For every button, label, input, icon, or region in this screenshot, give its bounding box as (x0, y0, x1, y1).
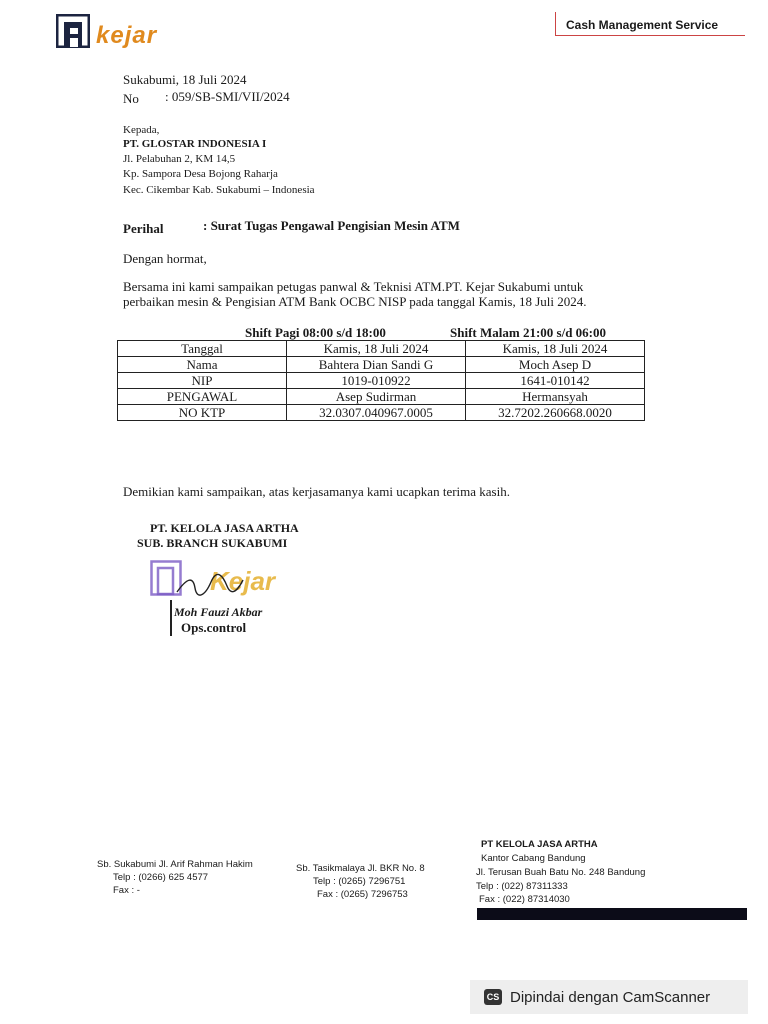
body-line-2: perbaikan mesin & Pengisian ATM Bank OCBC NISP pada tanggal Kamis, 18 Juli 2024. (123, 294, 587, 309)
malam-cell: 32.7202.260668.0020 (466, 405, 645, 421)
number-label: No (123, 91, 139, 106)
footer-tasik-telp: Telp : (0265) 7296751 (313, 876, 406, 887)
to-label: Kepada, (123, 124, 160, 136)
signatory-company: PT. KELOLA JASA ARTHA (150, 521, 299, 535)
signature-line (170, 600, 172, 636)
malam-cell: 1641-010142 (466, 373, 645, 389)
camscanner-icon: CS (484, 989, 502, 1005)
footer-bandung-fax: Fax : (022) 87314030 (479, 894, 570, 905)
signatory-name: Moh Fauzi Akbar (174, 605, 263, 619)
recipient-address-3: Kec. Cikembar Kab. Sukabumi – Indonesia (123, 184, 315, 196)
table-row (118, 341, 645, 357)
footer-tasik-fax: Fax : (0265) 7296753 (317, 889, 408, 900)
footer-bandung-address: Jl. Terusan Buah Batu No. 248 Bandung (476, 867, 646, 878)
recipient-name: PT. GLOSTAR INDONESIA I (123, 138, 267, 150)
place-date: Sukabumi, 18 Juli 2024 (123, 72, 247, 87)
signatory-role: Ops.control (181, 620, 247, 635)
footer-sukabumi-fax: Fax : - (113, 885, 140, 896)
greeting: Dengan hormat, (123, 251, 207, 266)
shift-malam-header: Shift Malam 21:00 s/d 06:00 (450, 325, 606, 340)
closing-text: Demikian kami sampaikan, atas kerjasamanya kami ucapkan terima kasih. (123, 484, 510, 499)
footer-bandung-telp: Telp : (022) 87311333 (476, 881, 568, 892)
subject-value: : Surat Tugas Pengawal Pengisian Mesin ATM (203, 218, 460, 233)
table-row (118, 405, 645, 421)
table-row (118, 373, 645, 389)
malam-cell: Hermansyah (466, 389, 645, 405)
footer-company-title: PT KELOLA JASA ARTHA (481, 839, 598, 850)
camscanner-label: Dipindai dengan CamScanner (510, 988, 711, 1006)
handwritten-signature (175, 570, 245, 605)
body-line-1: Bersama ini kami sampaikan petugas panwal & Teknisi ATM.PT. Kejar Sukabumi untuk (123, 279, 584, 294)
row-label: NO KTP (118, 405, 287, 421)
pagi-cell: Bahtera Dian Sandi G (287, 357, 466, 373)
malam-cell: Moch Asep D (466, 357, 645, 373)
pagi-cell: Kamis, 18 Juli 2024 (287, 341, 466, 357)
pagi-cell: 1019-010922 (287, 373, 466, 389)
footer-tasik-address: Sb. Tasikmalaya Jl. BKR No. 8 (296, 863, 425, 874)
subject-label: Perihal (123, 221, 164, 236)
malam-cell: Kamis, 18 Juli 2024 (466, 341, 645, 357)
row-label: PENGAWAL (118, 389, 287, 405)
stamp-text: Kejar (210, 566, 276, 596)
table-row (118, 357, 645, 373)
signatory-branch: SUB. BRANCH SUKABUMI (137, 536, 288, 550)
recipient-address-1: Jl. Pelabuhan 2, KM 14,5 (123, 153, 236, 165)
footer-bandung-office: Kantor Cabang Bandung (481, 853, 586, 864)
footer-bar (477, 908, 747, 920)
camscanner-badge (470, 980, 748, 1014)
recipient-address-2: Kp. Sampora Desa Bojong Raharja (123, 168, 278, 180)
service-box: Cash Management Service (555, 12, 745, 36)
kejar-logo-icon (56, 14, 90, 48)
row-label: Tanggal (118, 341, 287, 357)
footer-sukabumi-telp: Telp : (0266) 625 4577 (113, 872, 209, 883)
letter-number: : 059/SB-SMI/VII/2024 (165, 89, 290, 104)
shift-table (117, 325, 645, 421)
footer-sukabumi-address: Sb. Sukabumi Jl. Arif Rahman Hakim (97, 859, 253, 870)
table-row (118, 389, 645, 405)
row-label: Nama (118, 357, 287, 373)
shift-pagi-header: Shift Pagi 08:00 s/d 18:00 (245, 325, 386, 340)
pagi-cell: 32.0307.040967.0005 (287, 405, 466, 421)
pagi-cell: Asep Sudirman (287, 389, 466, 405)
row-label: NIP (118, 373, 287, 389)
brand-name: kejar (96, 22, 158, 49)
